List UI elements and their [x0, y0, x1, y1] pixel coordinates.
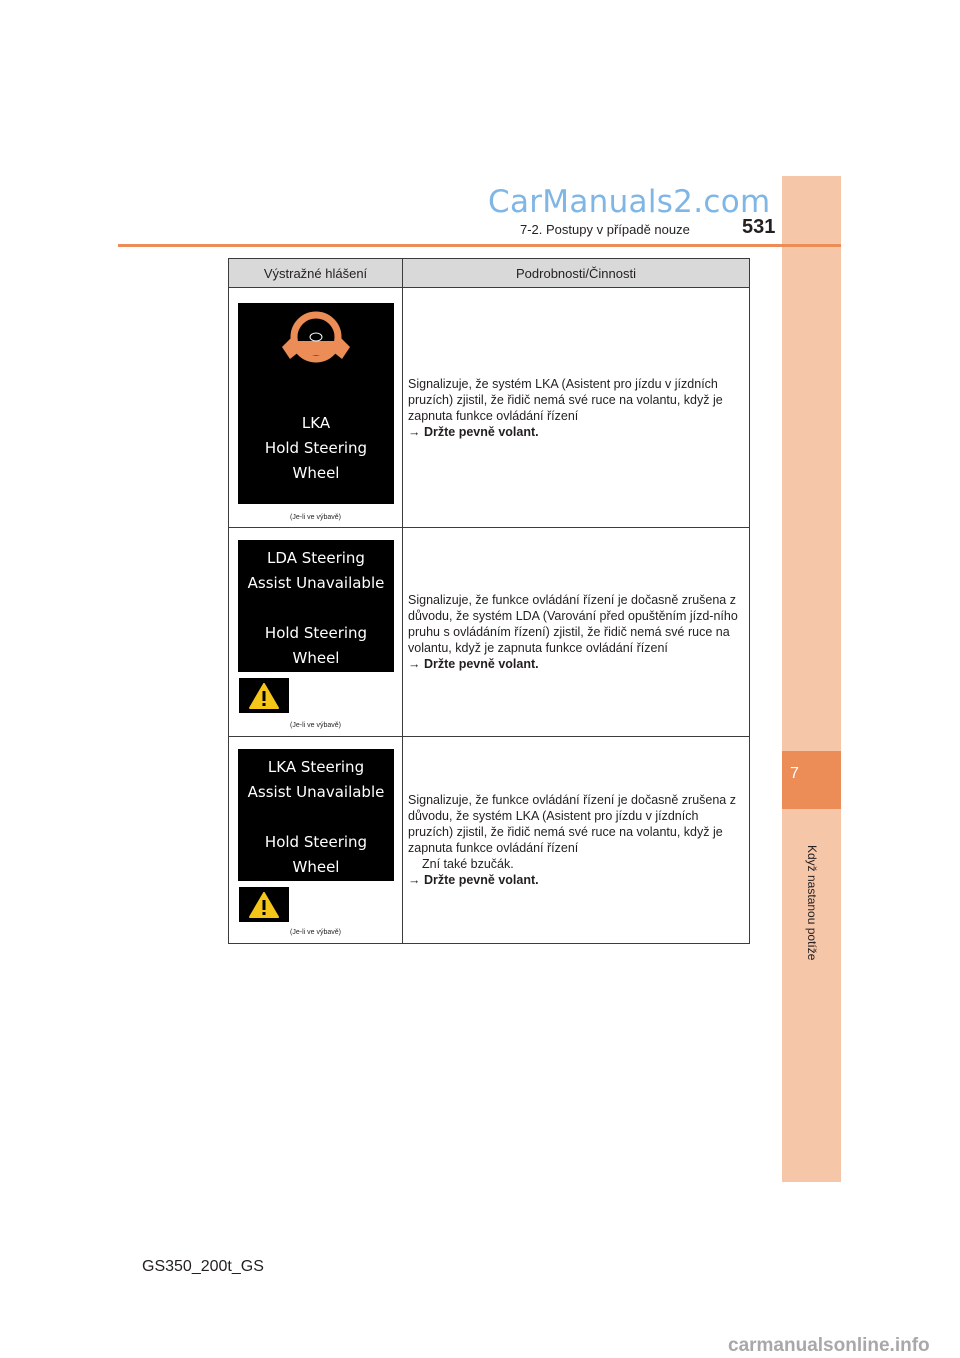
availability-note: (Je-li ve výbavě) — [290, 722, 341, 729]
chapter-number: 7 — [790, 765, 799, 782]
table-row — [229, 737, 750, 944]
screen-line: Hold Steering — [264, 439, 368, 457]
arrow-icon: → — [408, 873, 421, 887]
caution-icon — [249, 683, 279, 709]
details-cell — [403, 737, 750, 944]
table-row — [229, 528, 750, 737]
caution-icon — [249, 892, 279, 918]
screen-line: Hold Steering — [264, 624, 368, 642]
watermark[interactable]: CarManuals2.com — [488, 184, 771, 220]
warning-message-cell — [229, 288, 403, 528]
caution-indicator — [239, 887, 289, 922]
screen-line — [238, 805, 394, 830]
warning-message-cell — [229, 737, 403, 944]
screen-line: Wheel — [292, 858, 340, 876]
screen-line: LKA — [301, 414, 331, 432]
header-rule — [118, 244, 841, 247]
screen-line: LDA Steering — [267, 549, 365, 567]
arrow-icon: → — [408, 657, 421, 671]
model-code: GS350_200t_GS — [142, 1258, 264, 1275]
action-text: Držte pevně volant. — [423, 424, 539, 439]
chapter-number-tab[interactable] — [782, 751, 841, 809]
screen-line: Hold Steering — [264, 833, 368, 851]
screen-line: Assist Unavailable — [247, 574, 385, 592]
section-title: 7-2. Postupy v případě nouze — [520, 222, 690, 237]
details-text: Signalizuje, že systém LKA (Asistent pro jízdu v jízdních pruzích) zjistil, že řidič nemá své ruce na volantu, když je zapnuta funkce ovládání řízení — [408, 376, 723, 423]
availability-note: (Je-li ve výbavě) — [290, 514, 341, 521]
arrow-icon: → — [408, 424, 421, 439]
details-text: Signalizuje, že funkce ovládání řízení je dočasně zrušena z důvodu, že systém LDA (Varování před opuštěním jízd-ního pruhu s ovládáním řízení) zjistil, že řidič nemá své ruce na volantu, když je zapnuta funkce ovládání řízení — [408, 593, 738, 655]
display-screen — [238, 303, 394, 504]
availability-note: (Je-li ve výbavě) — [290, 929, 341, 936]
action-text: Držte pevně volant. — [423, 873, 539, 887]
steering-wheel-icon — [278, 307, 354, 371]
screen-line: Wheel — [292, 464, 340, 482]
chapter-title: Když nastanou potíže — [805, 845, 819, 961]
column-header: Podrobnosti/Činnosti — [403, 259, 750, 288]
display-screen — [238, 540, 394, 672]
details-text: Signalizuje, že funkce ovládání řízení je dočasně zrušena z důvodu, že systém LKA (Asistent pro jízdu v jízdních pruzích) zjistil, že řidič nemá své ruce na volantu, když je zapnuta funkce ovládání řízení — [408, 793, 736, 855]
details-extra: Zní také bzučák. — [422, 857, 514, 871]
site-watermark[interactable]: carmanualsonline.info — [728, 1335, 930, 1356]
table-header-row — [229, 259, 750, 288]
column-header: Výstražné hlášení — [229, 259, 403, 288]
table-row — [229, 288, 750, 528]
caution-indicator — [239, 678, 289, 713]
warning-message-cell — [229, 528, 403, 737]
action-text: Držte pevně volant. — [423, 657, 539, 671]
details-cell — [403, 288, 750, 528]
screen-line: Wheel — [292, 649, 340, 667]
details-cell — [403, 528, 750, 737]
page-number: 531 — [742, 216, 776, 238]
display-screen — [238, 749, 394, 881]
screen-line: Assist Unavailable — [247, 783, 385, 801]
warning-table — [228, 258, 750, 944]
chapter-sidebar — [782, 176, 841, 1182]
screen-line: LKA Steering — [267, 758, 365, 776]
screen-line — [238, 596, 394, 621]
